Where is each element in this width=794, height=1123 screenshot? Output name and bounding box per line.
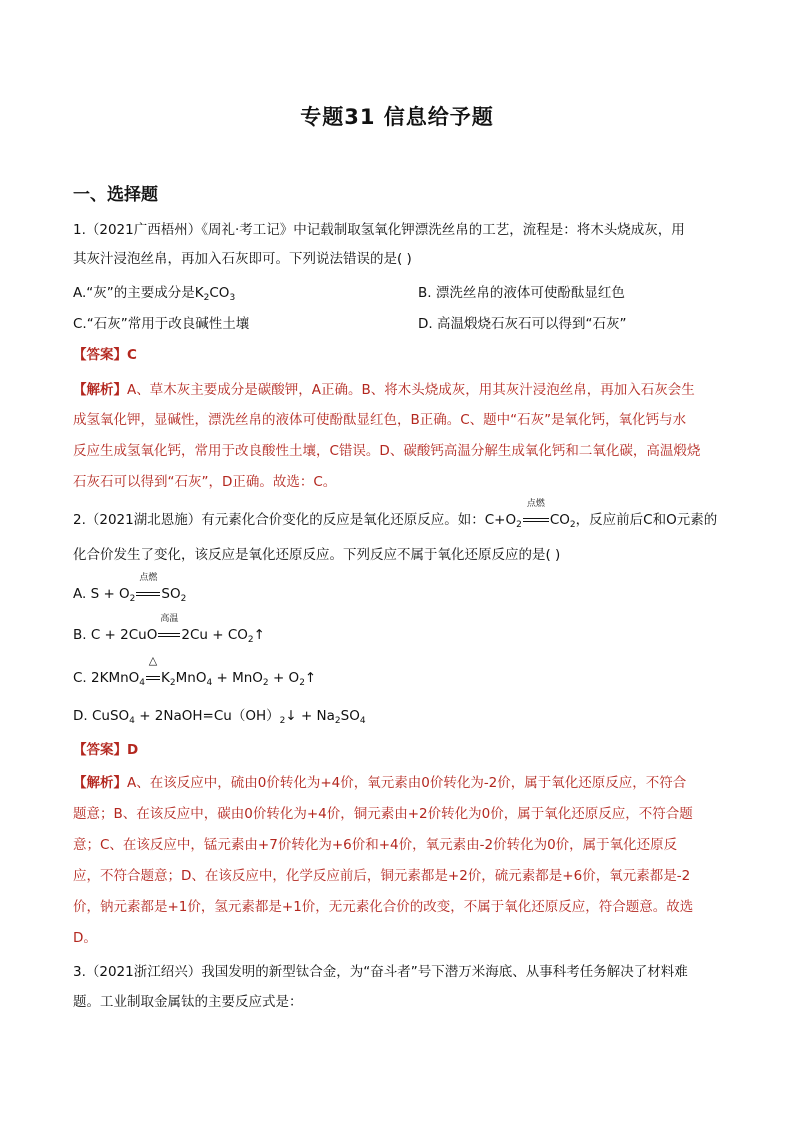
q1-analysis-line4: 石灰石可以得到“石灰”，D正确。故选：C。 — [73, 474, 337, 490]
q1-option-row-2 — [73, 314, 723, 334]
q3-stem-line2: 题。工业制取金属钛的主要反应式是： — [73, 994, 303, 1010]
q2-answer: 【答案】D — [73, 742, 139, 758]
section-heading: 一、选择题 — [73, 185, 158, 205]
q1-analysis-line1: 【解析】A、草木灰主要成分是碳酸钾，A正确。B、将木头烧成灰，用其灰汁浸泡丝帛，再加入石灰会生 — [73, 382, 695, 398]
q2-option-a: A. $S + O_2$ 点燃 $SO_2$ — [73, 573, 187, 604]
q2-option-b: B. C + 2CuO 高温 $2Cu + CO_2↑$ — [73, 614, 265, 645]
q2-analysis-line2: 题意；B、在该反应中，碳由0价转化为+4价，铜元素由+2价转化为0价，属于氧化还原反应，不符合题 — [73, 806, 693, 822]
q1-option-a: A.“灰”的主要成分是$K_2CO_3$ — [73, 285, 236, 303]
q2-analysis-line5: 价，钠元素都是+1价，氢元素都是+1价，无元素化合价的改变，不属于氧化还原反应，符合题意。故选 — [73, 899, 694, 915]
q1-stem-line2: 其灰汁浸泡丝帛，再加入石灰即可。下列说法错误的是( ) — [73, 251, 412, 267]
q2-analysis-line3: 意；C、在该反应中，锰元素由+7价转化为+6价和+4价，氧元素由-2价转化为0价，属于氧化还原反 — [73, 837, 678, 853]
q2-option-d: D. CuSO$_4$ + $2NaOH=Cu(OH)_2↓ + Na_2SO_4$ — [73, 708, 366, 726]
q1-analysis-line3: 反应生成氢氧化钙，常用于改良酸性土壤，C错误。D、碳酸钙高温分解生成氧化钙和二氧化碳，高温煅烧 — [73, 443, 701, 459]
q1-answer: 【答案】C — [73, 347, 137, 363]
q1-stem-line1: 1.（2021广西梧州）《周礼·考工记》中记载制取氢氧化钾漂洗丝帛的工艺，流程是：将木头烧成灰，用 — [73, 222, 685, 238]
q1-analysis-line2: 成氢氧化钾，显碱性，漂洗丝帛的液体可使酚酞显红色，B正确。C、题中“石灰”是氧化钙，氧化钙与水 — [73, 412, 687, 428]
q2-analysis-line1: 【解析】A、在该反应中，硫由0价转化为+4价，氧元素由0价转化为-2价，属于氧化还原反应，不符合 — [73, 775, 687, 791]
q1-option-row-1 — [73, 283, 723, 308]
q2-stem-line1: 2.（2021湖北恩施）有元素化合价变化的反应是氧化还原反应。如：$C+O_2$ 点燃 $CO_2$，反应前后C和O元素的 — [73, 499, 718, 530]
q3-stem-line1: 3.（2021浙江绍兴）我国发明的新型钛合金，为“奋斗者”号下潜万米海底、从事科考任务解决了材料难 — [73, 964, 688, 980]
q1-option-d: D. 高温煅烧石灰石可以得到“石灰” — [418, 316, 627, 332]
q2-option-c: C. 2KMnO$_4$ △ $K_2MnO_4 + MnO_2$ + $O_2↑$ — [73, 654, 317, 688]
q2-analysis-line6: D。 — [73, 930, 97, 946]
page-title: 专题31 信息给予题 — [300, 105, 494, 129]
q1-option-b: B. 漂洗丝帛的液体可使酚酞显红色 — [418, 285, 625, 301]
q1-option-c: C.“石灰”常用于改良碱性土壤 — [73, 316, 250, 332]
q2-stem-line2: 化合价发生了变化，该反应是氧化还原反应。下列反应不属于氧化还原反应的是( ) — [73, 547, 561, 563]
q2-analysis-line4: 应，不符合题意；D、在该反应中，化学反应前后，铜元素都是+2价，硫元素都是+6价，氧元素都是-2 — [73, 868, 691, 884]
